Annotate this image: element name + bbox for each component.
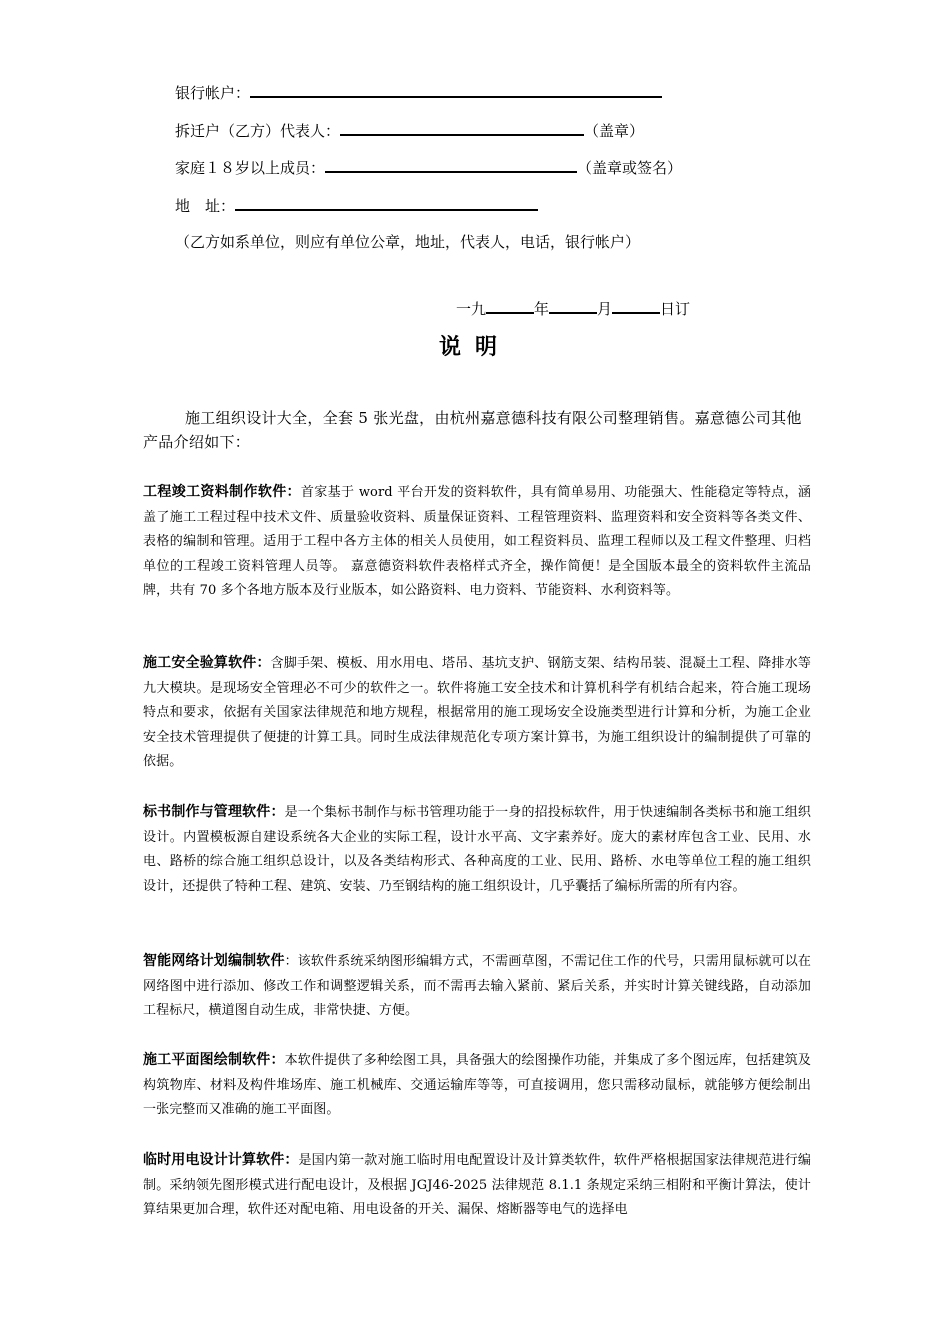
section-completion-docs: [143, 480, 811, 604]
date-line: [456, 298, 690, 319]
section-heading: 标书制作与管理软件：: [143, 804, 285, 820]
representative-suffix: （盖章）: [584, 122, 645, 140]
month-blank: [549, 298, 597, 314]
bank-account-blank: [250, 82, 662, 98]
representative-blank: [340, 120, 584, 136]
section-heading: 临时用电设计计算软件：: [143, 1152, 299, 1168]
family-members-suffix: （盖章或签名）: [577, 159, 683, 177]
address-line: [175, 195, 538, 216]
section-tender-docs: [143, 800, 811, 899]
year-blank: [486, 298, 534, 314]
section-network-plan: [143, 949, 811, 1024]
date-month: 月: [597, 300, 613, 318]
bank-account-line: [175, 82, 662, 103]
date-day: 日订: [660, 300, 691, 318]
section-heading: 智能网络计划编制软件: [143, 953, 285, 969]
address-label: 地 址：: [175, 197, 236, 215]
section-heading: 工程竣工资料制作软件：: [143, 484, 301, 500]
family-members-label: 家庭１８岁以上成员：: [175, 159, 326, 177]
section-body: ：该软件系统采纳图形编辑方式，不需画草图，不需记住工作的代号，只需用鼠标就可以在网络图中进行添加、修改工作和调整逻辑关系，而不需再去输入紧前、紧后关系，并实时计算关键线路，自动添加工程标尺，横道图自动生成，非常快捷、方便。: [143, 954, 811, 1018]
section-body: 是国内第一款对施工临时用电配置设计及计算类软件，软件严格根据国家法律规范进行编制。采纳领先图形模式进行配电设计，及根据 JGJ46-2025 法律规范 8.1.1 条规定采纳三相附和平衡计算法，使计算结果更加合理，软件还对配电箱、用电设备的开关、漏保、熔断器等电气的选择电: [143, 1153, 811, 1217]
date-prefix: 一九: [456, 300, 487, 318]
page-title: 说明: [438, 334, 511, 360]
date-year: 年: [534, 300, 550, 318]
bank-account-label: 银行帐户：: [175, 84, 251, 102]
section-heading: 施工平面图绘制软件：: [143, 1052, 285, 1068]
family-members-line: [175, 157, 682, 178]
section-heading: 施工安全验算软件：: [143, 655, 271, 671]
day-blank: [612, 298, 660, 314]
address-blank: [235, 195, 538, 211]
section-site-plan: [143, 1048, 811, 1123]
family-members-blank: [325, 157, 577, 173]
representative-label: 拆迁户（乙方）代表人：: [175, 122, 341, 140]
section-body: 是一个集标书制作与标书管理功能于一身的招投标软件，用于快速编制各类标书和施工组织设计。内置模板源自建设系统各大企业的实际工程，设计水平高、文字素养好。庞大的素材库包含工业、民用、水电、路桥的综合施工组织总设计，以及各类结构形式、各种高度的工业、民用、路桥、水电等单位工程的施工组织设计，还提供了特种工程、建筑、安装、乃至钢结构的施工组织设计，几乎囊括了编标所需的所有内容。: [143, 805, 811, 894]
intro-paragraph: 施工组织设计大全，全套 5 张光盘，由杭州嘉意德科技有限公司整理销售。嘉意德公司其他产品介绍如下：: [143, 409, 802, 451]
representative-line: [175, 120, 644, 141]
section-temp-power: [143, 1148, 811, 1223]
section-body: 含脚手架、模板、用水用电、塔吊、基坑支护、钢筋支架、结构吊装、混凝土工程、降排水等九大模块。是现场安全管理必不可少的软件之一。软件将施工安全技术和计算机科学有机结合起来，符合施工现场特点和要求，依据有关国家法律规范和地方规程，根据常用的施工现场安全设施类型进行计算和分析，为施工企业安全技术管理提供了便捷的计算工具。同时生成法律规范化专项方案计算书，为施工组织设计的编制提供了可靠的依据。: [143, 656, 811, 769]
unit-note: （乙方如系单位，则应有单位公章，地址，代表人，电话，银行帐户）: [175, 233, 641, 251]
section-body: 首家基于 word 平台开发的资料软件，具有简单易用、功能强大、性能稳定等特点，涵盖了施工工程过程中技术文件、质量验收资料、质量保证资料、工程管理资料、监理资料和安全资料等各类文件、表格的编制和管理。适用于工程中各方主体的相关人员使用，如工程资料员、监理工程师以及工程文件整理、归档单位的工程竣工资料管理人员等。 嘉意德资料软件表格样式齐全，操作简便！是全国版本最全的资料软件主流品牌，共有 70 多个各地方版本及行业版本，如公路资料、电力资料、节能资料、水利资料等。: [143, 485, 811, 598]
section-safety-calc: [143, 651, 811, 775]
section-body: 本软件提供了多种绘图工具，具备强大的绘图操作功能，并集成了多个图远库，包括建筑及构筑物库、材料及构件堆场库、施工机械库、交通运输库等等，可直接调用，您只需移动鼠标，就能够方便绘制出一张完整而又准确的施工平面图。: [143, 1053, 811, 1117]
